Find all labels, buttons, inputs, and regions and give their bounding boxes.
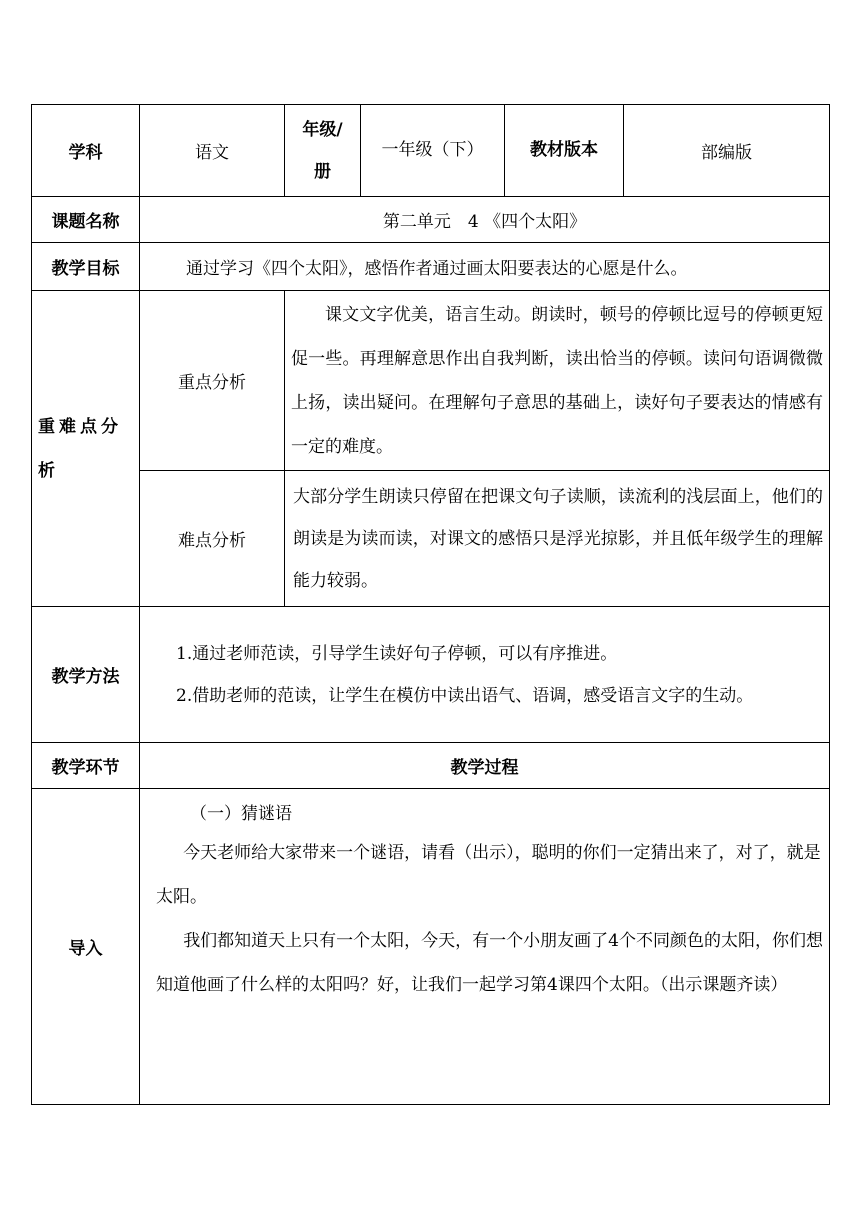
subject-value: 语文 xyxy=(140,105,285,197)
key-analysis-text: 课文文字优美，语言生动。朗读时，顿号的停顿比逗号的停顿更短促一些。再理解意思作出自我判断，读出恰当的停顿。读问句语调微微上扬，读出疑问。在理解句子意思的基础上，读好句子要表达的情感有一定的难度。 xyxy=(285,291,830,471)
method-text xyxy=(140,607,830,743)
intro-para-2: 我们都知道天上只有一个太阳，今天，有一个小朋友画了4个不同颜色的太阳，你们想知道他画了什么样的太阳吗？好，让我们一起学习第4课四个太阳。（出示课题齐读） xyxy=(156,931,824,995)
difficult-analysis-row xyxy=(32,471,830,607)
edition-value: 部编版 xyxy=(624,105,830,197)
intro-content xyxy=(140,789,830,1105)
lesson-plan-page xyxy=(31,104,829,1105)
intro-label: 导入 xyxy=(32,789,140,1105)
difficult-analysis-label: 难点分析 xyxy=(140,471,285,607)
goal-value: 通过学习《四个太阳》，感悟作者通过画太阳要表达的心愿是什么。 xyxy=(140,243,830,291)
grade-label-line1: 年级/ xyxy=(302,119,343,140)
analysis-label xyxy=(32,291,140,607)
process-stage-label: 教学环节 xyxy=(32,743,140,789)
lesson-plan-table xyxy=(31,104,830,1105)
key-analysis-label: 重点分析 xyxy=(140,291,285,471)
method-item-2: 2.借助老师的范读，让学生在模仿中读出语气、语调，感受语言文字的生动。 xyxy=(176,685,754,706)
difficult-analysis-text: 大部分学生朗读只停留在把课文句子读顺，读流利的浅层面上，他们的朗读是为读而读，对课文的感悟只是浮光掠影，并且低年级学生的理解能力较弱。 xyxy=(285,471,830,607)
goal-row xyxy=(32,243,830,291)
analysis-label-line2: 析 xyxy=(38,460,59,481)
grade-value: 一年级（下） xyxy=(361,105,505,197)
subject-label: 学科 xyxy=(32,105,140,197)
topic-value: 第二单元 4 《四个太阳》 xyxy=(140,197,830,243)
header-row xyxy=(32,105,830,197)
topic-label: 课题名称 xyxy=(32,197,140,243)
intro-para-1: 今天老师给大家带来一个谜语，请看（出示），聪明的你们一定猜出来了，对了，就是太阳。 xyxy=(156,843,821,907)
method-label: 教学方法 xyxy=(32,607,140,743)
method-item-1: 1.通过老师范读，引导学生读好句子停顿，可以有序推进。 xyxy=(176,643,618,664)
process-title: 教学过程 xyxy=(140,743,830,789)
topic-row xyxy=(32,197,830,243)
method-row xyxy=(32,607,830,743)
process-header-row xyxy=(32,743,830,789)
edition-label: 教材版本 xyxy=(505,105,624,197)
goal-label: 教学目标 xyxy=(32,243,140,291)
key-analysis-row xyxy=(32,291,830,471)
grade-label-line2: 册 xyxy=(314,161,331,182)
analysis-label-line1: 重难点分 xyxy=(38,416,122,437)
intro-row xyxy=(32,789,830,1105)
grade-label xyxy=(285,105,361,197)
intro-subtitle: （一）猜谜语 xyxy=(190,804,292,824)
